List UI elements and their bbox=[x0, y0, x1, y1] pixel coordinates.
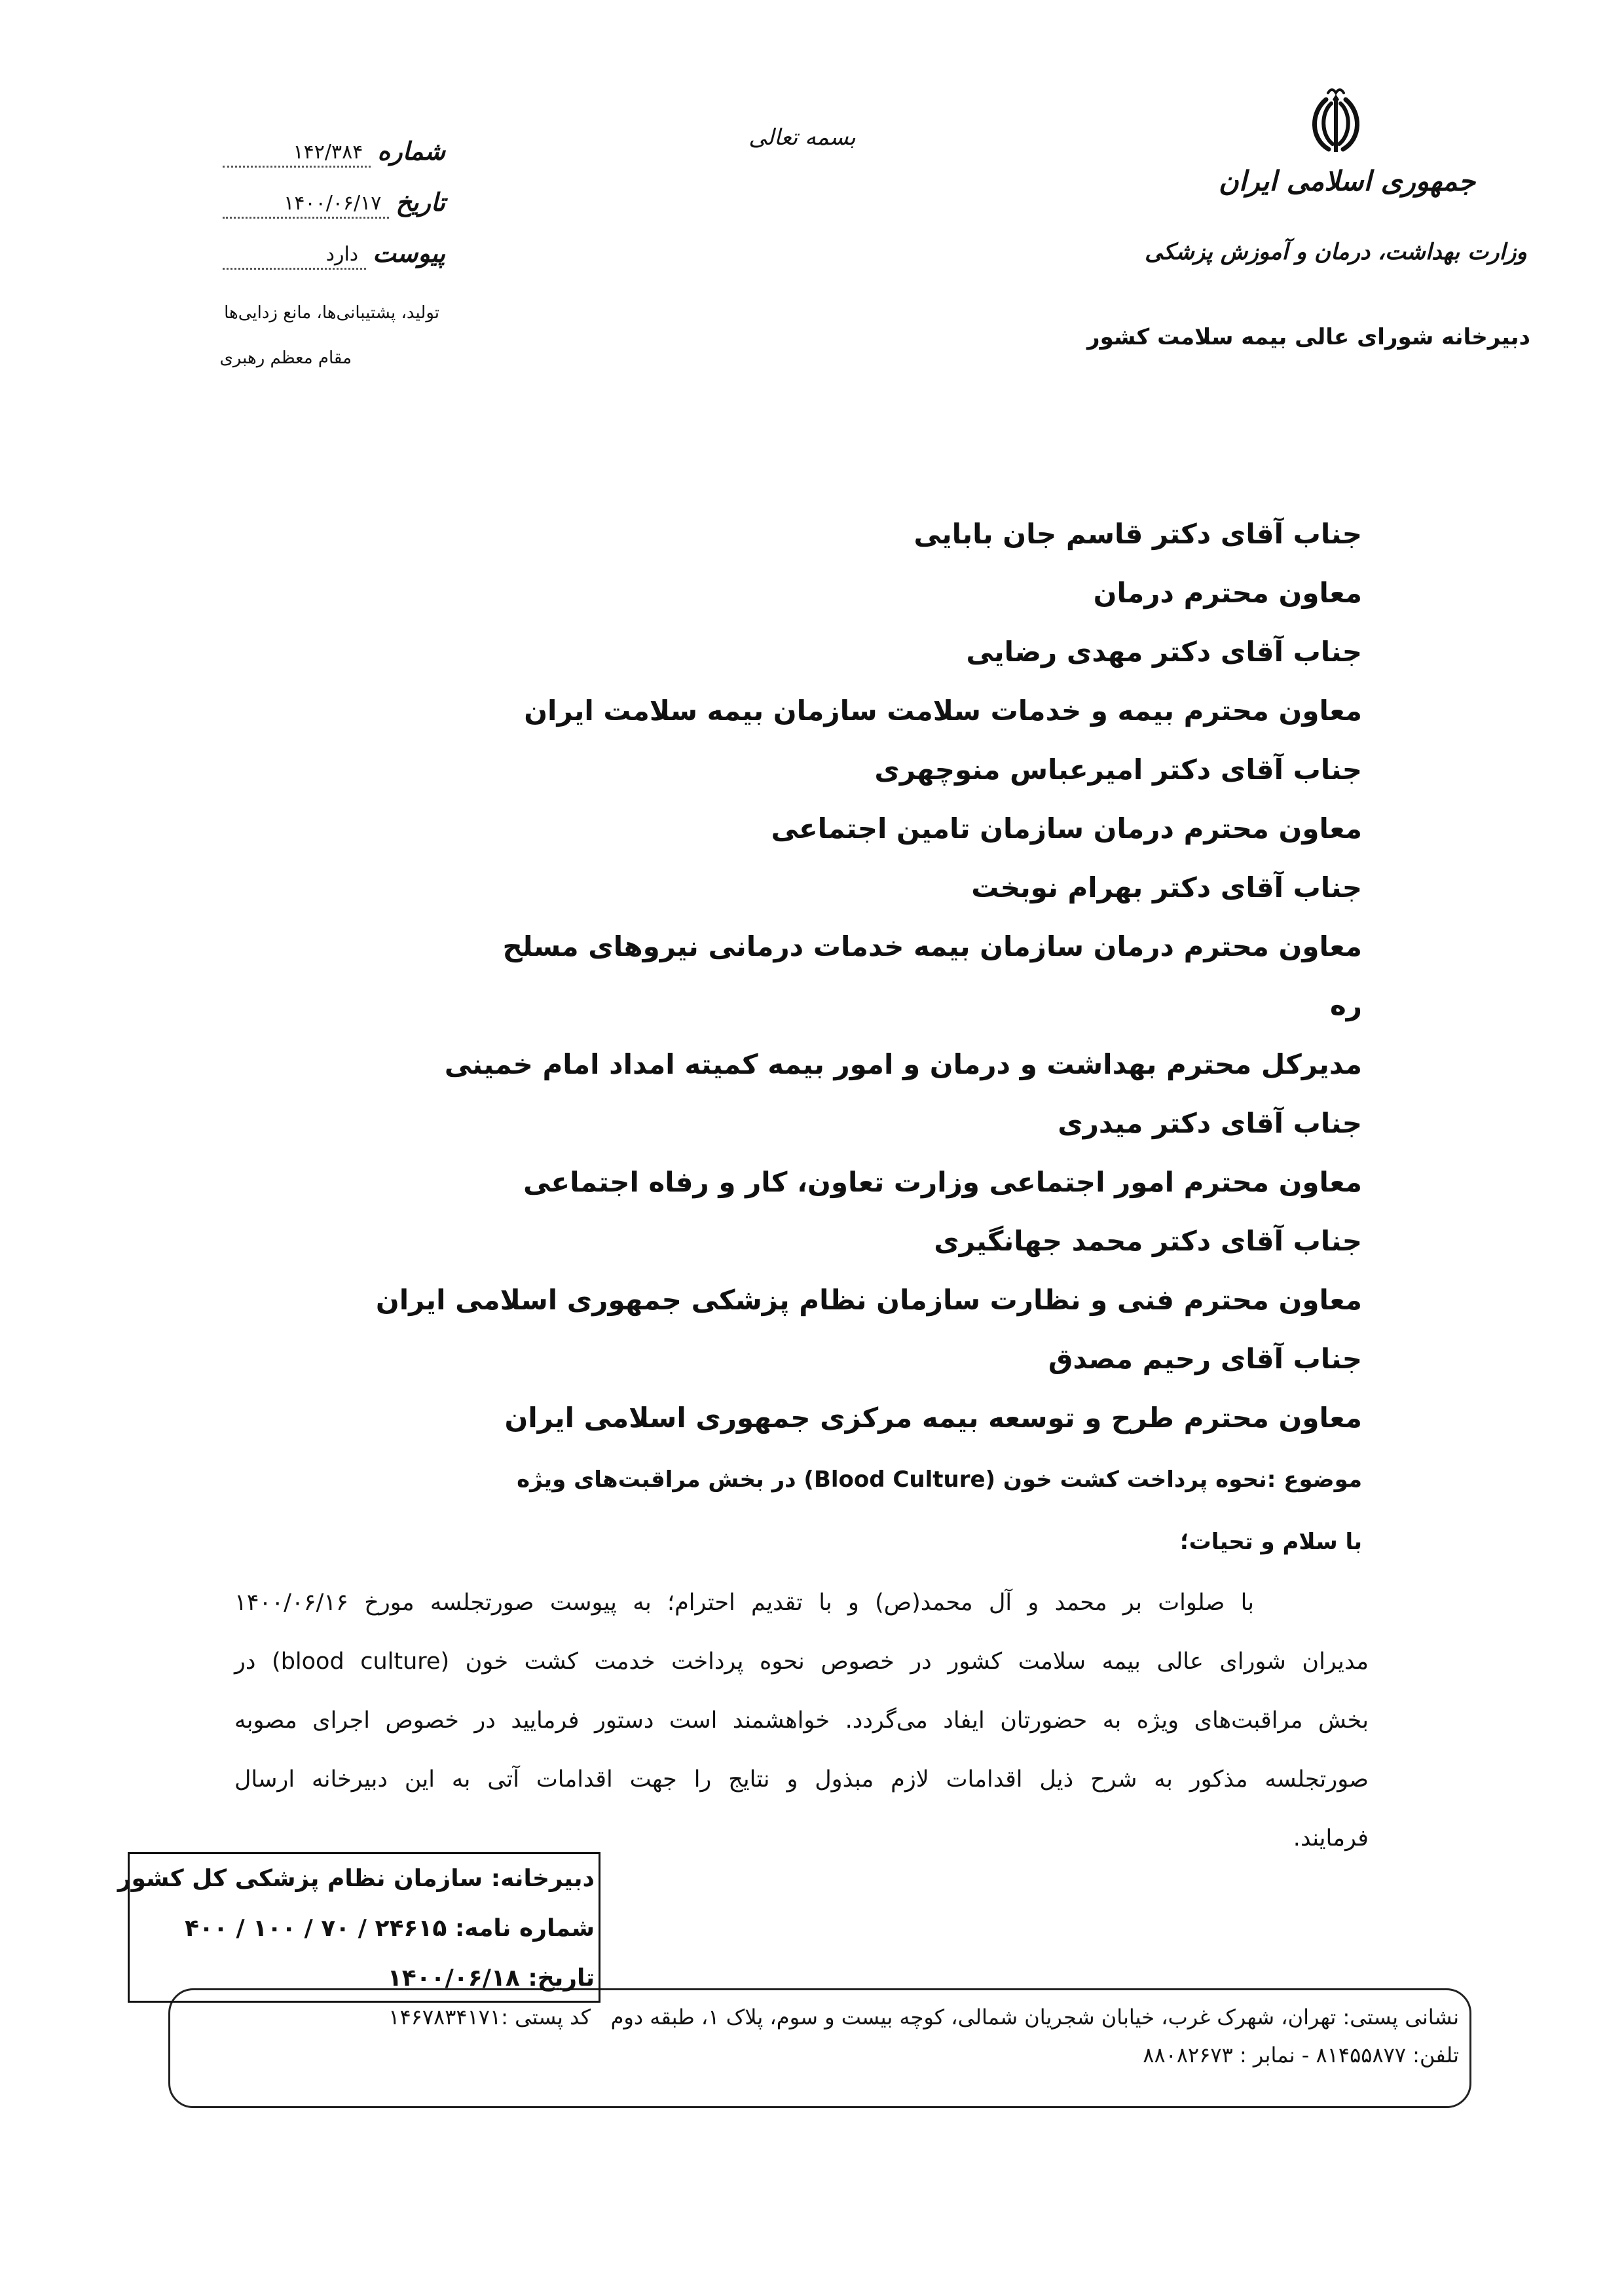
body-line: صورتجلسه مذکور به شرح ذیل اقدامات لازم مبذول و نتایج را جهت اقدامات آتی به این دبیرخانه ارسال bbox=[234, 1766, 1369, 1793]
recipient-line: معاون محترم بیمه و خدمات سلامت سازمان بیمه سلامت ایران bbox=[524, 695, 1362, 727]
secretariat-title: دبیرخانه شورای عالی بیمه سلامت کشور bbox=[1087, 324, 1530, 350]
emblem-sword bbox=[1334, 101, 1338, 152]
body-line: فرمایند. bbox=[1293, 1825, 1369, 1851]
recipient-line: جناب آقای دکتر بهرام نوبخت bbox=[971, 871, 1362, 903]
recipient-line: جناب آقای دکتر امیرعباس منوچهری bbox=[874, 754, 1362, 786]
slogan-attribution: مقام معظم رهبری bbox=[219, 348, 352, 368]
body-line: با صلوات بر محمد و آل محمد(ص) و با تقدیم احترام؛ به پیوست صورتجلسه مورخ ۱۴۰۰/۰۶/۱۶ bbox=[234, 1590, 1254, 1616]
bismillah-heading: بسمه تعالی bbox=[748, 124, 856, 151]
country-title: جمهوری اسلامی ایران bbox=[1218, 165, 1476, 197]
recipient-line: معاون محترم درمان bbox=[1093, 577, 1362, 609]
emblem-sword-tip bbox=[1333, 94, 1339, 103]
recipient-line: جناب آقای دکتر محمد جهانگیری bbox=[934, 1225, 1362, 1257]
letter-number-label: شماره bbox=[377, 137, 445, 166]
postal-address: نشانی پستی: تهران، شهرک غرب، خیابان شجریان شمالی، کوچه بیست و سوم، پلاک ۱، طبقه دوم کد پستی :۱۴۶۷۸۳۴۱۷۱ bbox=[388, 2005, 1459, 2030]
recipient-line: معاون محترم امور اجتماعی وزارت تعاون، کار و رفاه اجتماعی bbox=[523, 1166, 1362, 1198]
recipient-line: معاون محترم درمان سازمان بیمه خدمات درمانی نیروهای مسلح bbox=[502, 930, 1362, 962]
letter-greeting: با سلام و تحیات؛ bbox=[1179, 1529, 1362, 1555]
letter-attachment-label: پیوست bbox=[373, 239, 445, 268]
phone-fax: تلفن: ۸۱۴۵۵۸۷۷ - نمابر : ۸۸۰۸۲۶۷۳ bbox=[1143, 2043, 1459, 2068]
recipient-line: ره bbox=[1330, 989, 1362, 1021]
letter-number-row bbox=[223, 131, 445, 168]
emblem-shadda bbox=[1328, 90, 1344, 93]
recipient-line: مدیرکل محترم بهداشت و درمان و امور بیمه کمیته امداد امام خمینی bbox=[444, 1048, 1362, 1080]
recipient-line: معاون محترم طرح و توسعه بیمه مرکزی جمهوری اسلامی ایران bbox=[504, 1402, 1362, 1434]
recipient-line: معاون محترم درمان سازمان تامین اجتماعی bbox=[771, 812, 1362, 845]
letter-date-row bbox=[223, 182, 445, 219]
body-line: بخش مراقبت‌های ویژه به حضورتان ایفاد می‌گردد. خواهشمند است دستور فرمایید در خصوص اجرای مصوبه bbox=[234, 1707, 1369, 1734]
stamp-date: تاریخ: ۱۴۰۰/۰۶/۱۸ bbox=[387, 1965, 595, 1992]
letter-attachment-row bbox=[223, 233, 445, 270]
letter-subject: موضوع :نحوه پرداخت کشت خون (Blood Culture) در بخش مراقبت‌های ویژه bbox=[517, 1467, 1362, 1493]
recipient-line: معاون محترم فنی و نظارت سازمان نظام پزشکی جمهوری اسلامی ایران bbox=[375, 1284, 1362, 1316]
letter-date-label: تاریخ bbox=[396, 188, 445, 217]
recipient-line: جناب آقای دکتر قاسم جان بابایی bbox=[913, 518, 1362, 550]
recipient-line: جناب آقای دکتر میدری bbox=[1058, 1107, 1362, 1139]
recipient-line: جناب آقای دکتر مهدی رضایی bbox=[966, 636, 1362, 668]
iran-emblem-icon bbox=[1306, 84, 1365, 156]
body-line: مدیران شورای عالی بیمه سلامت کشور در خصوص نحوه پرداخت خدمت کشت خون (blood culture) در bbox=[234, 1649, 1369, 1675]
letter-attachment-value: دارد bbox=[223, 242, 366, 270]
letter-number-value: ۱۴۲/۳۸۴ bbox=[223, 139, 371, 168]
recipient-line: جناب آقای رحیم مصدق bbox=[1048, 1343, 1362, 1375]
recipients-list bbox=[85, 505, 1362, 1448]
emblem-inner-crescent-left bbox=[1323, 103, 1333, 144]
letter-body bbox=[234, 1573, 1369, 1868]
year-slogan: تولید، پشتیبانی‌ها، مانع زدایی‌ها bbox=[224, 303, 439, 323]
stamp-secretariat: دبیرخانه: سازمان نظام پزشکی کل کشور bbox=[117, 1865, 595, 1892]
ministry-title: وزارت بهداشت، درمان و آموزش پزشکی bbox=[1145, 239, 1527, 265]
registration-stamp bbox=[117, 1852, 600, 2003]
emblem-inner-crescent-right bbox=[1339, 103, 1348, 144]
footer-address-box bbox=[168, 1988, 1471, 2108]
stamp-letter-number: شماره نامه: ۲۴۶۱۵ / ۷۰ / ۱۰۰ / ۴۰۰ bbox=[185, 1915, 595, 1942]
letter-date-value: ۱۴۰۰/۰۶/۱۷ bbox=[223, 191, 389, 219]
